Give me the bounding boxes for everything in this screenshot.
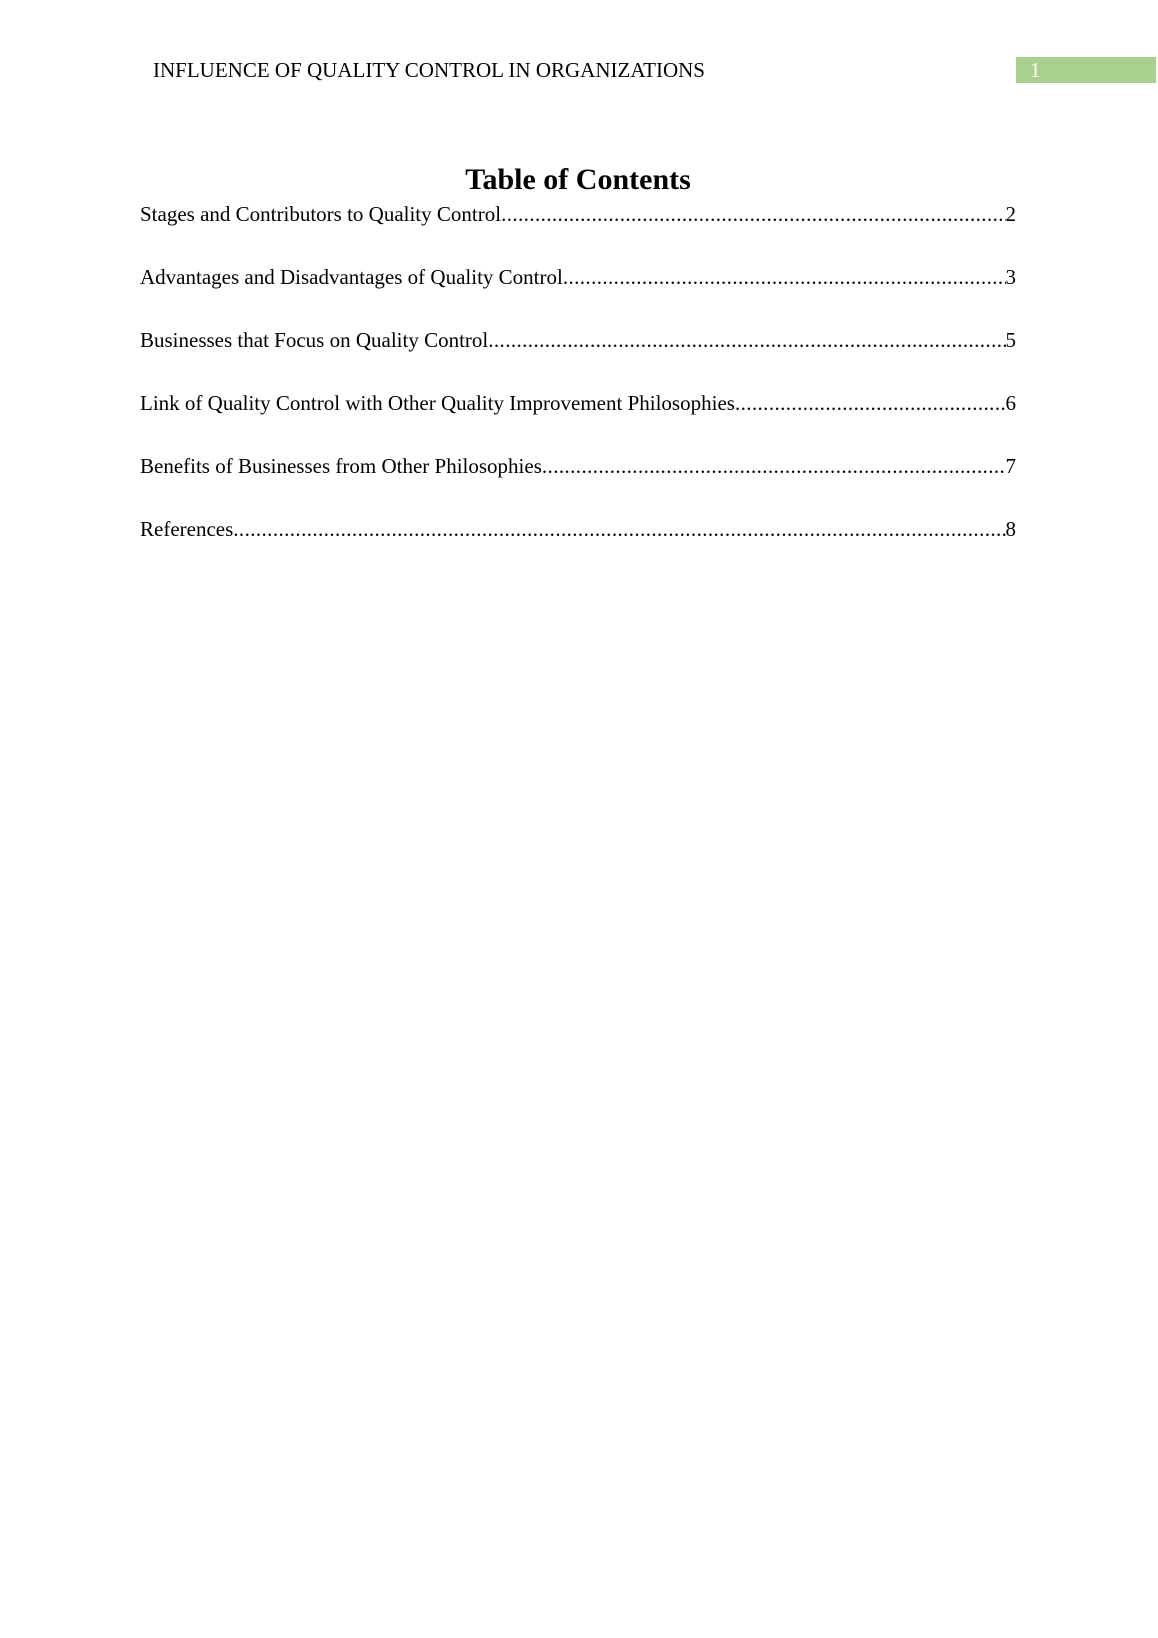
toc-dot-leader	[735, 388, 1006, 418]
toc-entry[interactable]	[140, 199, 1016, 262]
toc-entry-page: 5	[1005, 328, 1016, 352]
toc-entry[interactable]	[140, 262, 1016, 325]
page-number: 1	[1030, 58, 1041, 82]
toc-title: Table of Contents	[465, 163, 691, 196]
toc-entry[interactable]	[140, 451, 1016, 514]
toc-entry[interactable]	[140, 325, 1016, 388]
running-head: INFLUENCE OF QUALITY CONTROL IN ORGANIZATIONS	[153, 58, 705, 82]
toc-entry[interactable]	[140, 388, 1016, 451]
toc-dot-leader	[488, 325, 1005, 355]
toc-entry-text: Benefits of Businesses from Other Philosophies	[140, 454, 542, 478]
toc-entry-page: 7	[1005, 454, 1016, 478]
table-of-contents	[140, 199, 1016, 577]
toc-entry-page: 6	[1005, 391, 1016, 415]
toc-entry-text: Link of Quality Control with Other Quality Improvement Philosophies	[140, 391, 735, 415]
toc-entry-page: 3	[1005, 265, 1016, 289]
toc-entry-text: Advantages and Disadvantages of Quality Control	[140, 265, 563, 289]
toc-dot-leader	[542, 451, 1006, 481]
toc-entry-text: Businesses that Focus on Quality Control	[140, 328, 489, 352]
toc-entry-text: Stages and Contributors to Quality Control	[140, 202, 502, 226]
toc-dot-leader	[563, 262, 1006, 292]
toc-dot-leader	[501, 199, 1005, 229]
toc-entry-page: 8	[1005, 517, 1016, 541]
toc-dot-leader	[233, 514, 1005, 544]
toc-entry-page: 2	[1005, 202, 1016, 226]
toc-entry-text: References	[140, 517, 234, 541]
page-number-badge	[1016, 57, 1156, 83]
toc-entry[interactable]	[140, 514, 1016, 577]
